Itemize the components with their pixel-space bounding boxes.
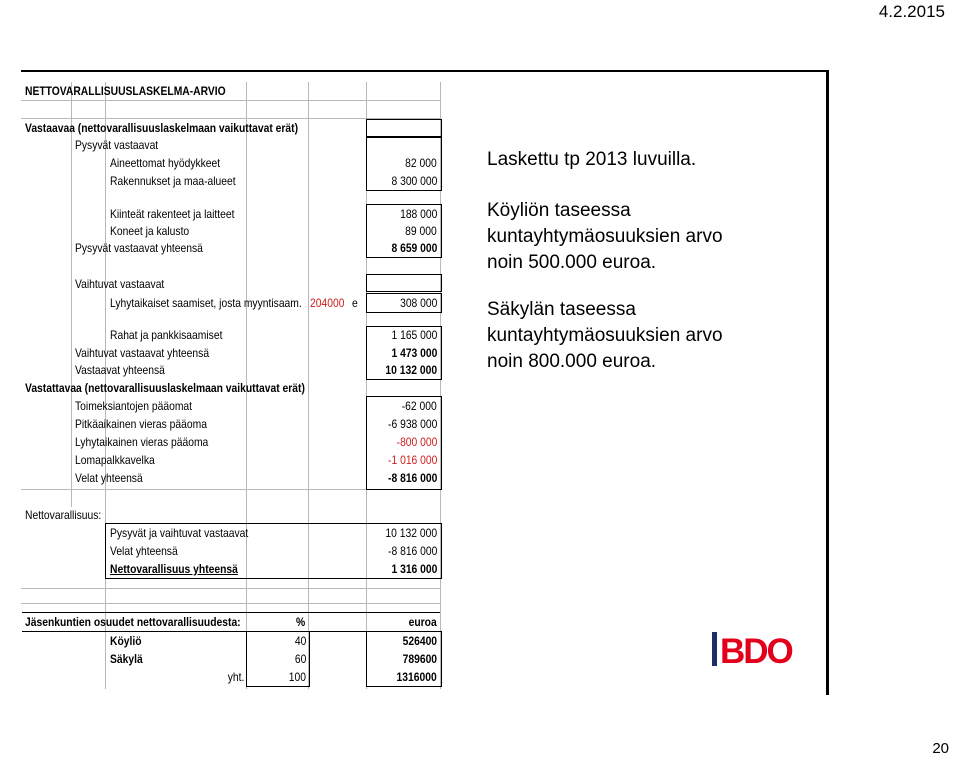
intangible-value: 82 000: [405, 156, 437, 170]
machinery-value: 89 000: [405, 224, 437, 238]
note-sakyla-3: noin 800.000 euroa.: [487, 351, 657, 372]
current-assets-label: Vaihtuvat vastaavat: [75, 277, 165, 291]
value-box: [366, 204, 442, 258]
bdo-logo: [712, 630, 802, 668]
capital-label: Toimeksiantojen pääomat: [75, 399, 193, 413]
shares-total-label: yht.: [227, 670, 244, 684]
share-row-name: Säkylä: [110, 652, 143, 666]
shares-header-border: [22, 612, 440, 632]
vacation-value: -1 016 000: [387, 453, 437, 467]
assets-total-label: Vastaavat yhteensä: [75, 363, 165, 377]
shares-col-eur: euroa: [408, 615, 437, 629]
shortterm-label: Lyhytaikainen vieras pääoma: [75, 435, 209, 449]
share-row-eur: 789600: [402, 652, 437, 666]
note-sakyla-1: Säkylän taseessa: [487, 299, 636, 320]
assets-total-value: 10 132 000: [385, 363, 437, 377]
eur-box: [366, 631, 442, 687]
capital-value: -62 000: [401, 399, 437, 413]
note-sakyla-2: kuntayhtymäosuuksien arvo: [487, 325, 723, 346]
receivables-label: Lyhytaikaiset saamiset, josta myyntisaam.: [110, 296, 302, 310]
liabilities-total-value: -8 816 000: [387, 471, 437, 485]
shares-total-pct: 100: [288, 670, 306, 684]
current-total-value: 1 473 000: [391, 346, 437, 360]
value-box: [366, 119, 442, 137]
share-row-pct: 40: [294, 634, 306, 648]
sheet-title: NETTOVARALLISUUSLASKELMA-ARVIO: [25, 84, 226, 98]
shortterm-value: -800 000: [396, 435, 437, 449]
net-total-value: 1 316 000: [391, 562, 437, 576]
bdo-logo-bar: [712, 632, 717, 666]
assets-heading: Vastaavaa (nettovarallisuuslaskelmaan vaikuttavat erät): [25, 121, 299, 135]
note-basis: Laskettu tp 2013 luvuilla.: [487, 149, 697, 170]
value-box: [366, 326, 442, 380]
value-box: [366, 293, 442, 313]
share-row-name: Köyliö: [110, 634, 142, 648]
buildings-value: 8 300 000: [391, 174, 437, 188]
grid-line: [308, 82, 309, 689]
net-assets-label: Pysyvät ja vaihtuvat vastaavat: [110, 526, 249, 540]
cash-label: Rahat ja pankkisaamiset: [110, 328, 223, 342]
pct-box: [246, 631, 310, 687]
grid-line: [21, 603, 441, 604]
note-koylio-1: Köyliön taseessa: [487, 200, 631, 221]
shares-heading: Jäsenkuntien osuudet nettovarallisuudesta:: [25, 615, 241, 629]
structures-value: 188 000: [399, 207, 437, 221]
current-total-label: Vaihtuvat vastaavat yhteensä: [75, 346, 210, 360]
vacation-label: Lomapalkkavelka: [75, 453, 155, 467]
grid-line: [71, 82, 72, 507]
receivables-value: 308 000: [399, 296, 437, 310]
share-row-eur: 526400: [402, 634, 437, 648]
bdo-logo-text: BDO: [720, 632, 792, 668]
value-box: [366, 274, 442, 292]
grid-line: [21, 588, 441, 589]
liabilities-total-label: Velat yhteensä: [75, 471, 143, 485]
fixed-total-value: 8 659 000: [391, 241, 437, 255]
receivables-note-suffix: e: [352, 296, 358, 310]
value-box: [366, 137, 442, 191]
note-koylio-3: noin 500.000 euroa.: [487, 252, 657, 273]
cash-value: 1 165 000: [391, 328, 437, 342]
share-row-pct: 60: [294, 652, 306, 666]
slide-date: 4.2.2015: [878, 2, 945, 21]
net-debts-label: Velat yhteensä: [110, 544, 178, 558]
page-number: 20: [932, 740, 949, 757]
net-heading: Nettovarallisuus:: [25, 508, 102, 522]
net-debts-value: -8 816 000: [387, 544, 437, 558]
shares-total-eur: 1316000: [396, 670, 437, 684]
buildings-label: Rakennukset ja maa-alueet: [110, 174, 236, 188]
structures-label: Kiinteät rakenteet ja laitteet: [110, 207, 235, 221]
intangible-label: Aineettomat hyödykkeet: [110, 156, 221, 170]
value-box: [366, 396, 442, 490]
liabilities-heading: Vastattavaa (nettovarallisuuslaskelmaan vaikuttavat erät): [25, 381, 305, 395]
net-total-label: Nettovarallisuus yhteensä: [110, 562, 238, 576]
longterm-label: Pitkäaikainen vieras pääoma: [75, 417, 207, 431]
machinery-label: Koneet ja kalusto: [110, 224, 190, 238]
longterm-value: -6 938 000: [387, 417, 437, 431]
net-box: [105, 523, 442, 579]
fixed-total-label: Pysyvät vastaavat yhteensä: [75, 241, 203, 255]
shares-col-pct: %: [296, 615, 306, 629]
fixed-assets-label: Pysyvät vastaavat: [75, 138, 159, 152]
net-assets-value: 10 132 000: [385, 526, 437, 540]
receivables-note: 204000: [310, 296, 345, 310]
grid-line: [21, 100, 441, 101]
note-koylio-2: kuntayhtymäosuuksien arvo: [487, 226, 723, 247]
